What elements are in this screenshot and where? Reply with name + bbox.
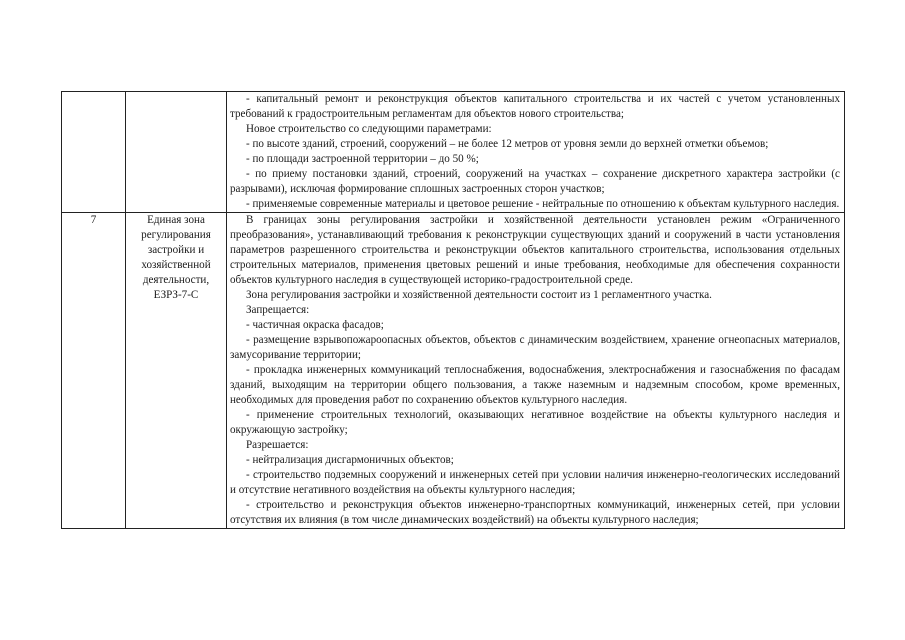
row-number-cell: 7 — [62, 213, 126, 529]
table-row — [62, 92, 845, 213]
paragraph: - капитальный ремонт и реконструкция объектов капитального строительства и их частей с учетом установленных требований к градостроительным регламентам для объектов нового строительства; — [230, 93, 840, 120]
paragraph: - строительство и реконструкция объектов инженерно-транспортных коммуникаций, инженерных сетей, при условии отсутствия их влияния (в том числе динамических воздействий) на объекты культурного наследия; — [230, 499, 840, 526]
paragraph: - строительство подземных сооружений и инженерных сетей при условии наличия инженерно-геологических исследований и отсутствие негативного воздействия на объекты культурного наследия; — [230, 469, 840, 496]
regulation-table — [61, 91, 845, 529]
row-number-cell — [62, 92, 126, 213]
paragraph: - прокладка инженерных коммуникаций теплоснабжения, водоснабжения, электроснабжения и газоснабжения по фасадам зданий, выходящим на территории общего пользования, а также наземным и надземным способом, кроме временных, необходимых для проведения работ по сохранению объектов культурного наследия. — [230, 364, 840, 406]
table-row — [62, 213, 845, 529]
paragraph: - по высоте зданий, строений, сооружений – не более 12 метров от уровня земли до верхней отметки объемов; — [246, 138, 769, 150]
requirements-cell — [227, 213, 845, 529]
paragraph: - применяемые современные материалы и цветовое решение - нейтральные по отношению к объектам культурного наследия. — [246, 198, 840, 210]
paragraph: - применение строительных технологий, оказывающих негативное воздействие на объекты культурного наследия и окружающую застройку; — [230, 409, 840, 436]
paragraph: Зона регулирования застройки и хозяйственной деятельности состоит из 1 регламентного участка. — [246, 289, 712, 301]
paragraph: Разрешается: — [246, 439, 309, 451]
paragraph: Запрещается: — [246, 304, 310, 316]
paragraph: - нейтрализация дисгармоничных объектов; — [246, 454, 454, 466]
requirements-cell — [227, 92, 845, 213]
paragraph: - по приему постановки зданий, строений, сооружений на участках – сохранение дискретного характера застройки (с разрывами), исключая формирование сплошных застроенных сторон участков; — [230, 168, 840, 195]
zone-name-cell — [126, 92, 227, 213]
paragraph: - размещение взрывопожароопасных объектов, объектов с динамическим воздействием, хранение огнеопасных материалов, замусоривание территории; — [230, 334, 840, 361]
paragraph: - частичная окраска фасадов; — [246, 319, 384, 331]
paragraph: Новое строительство со следующими параметрами: — [246, 123, 492, 135]
paragraph: - по площади застроенной территории – до 50 %; — [246, 153, 479, 165]
paragraph: В границах зоны регулирования застройки и хозяйственной деятельности установлен режим «Ограниченного преобразования», устанавливающий требования к реконструкции существующих зданий и сооружений в части установления параметров разрешенного строительства и реконструкции объектов капитального строительства, использования отдельных строительных материалов, применения цветовых решений и иные требования, необходимые для обеспечения сохранности объектов культурного наследия в существующей историко-градостроительной среде. — [230, 214, 840, 286]
zone-name-cell: Единая зона регулирования застройки и хозяйственной деятельности, ЕЗРЗ-7-С — [126, 213, 227, 529]
